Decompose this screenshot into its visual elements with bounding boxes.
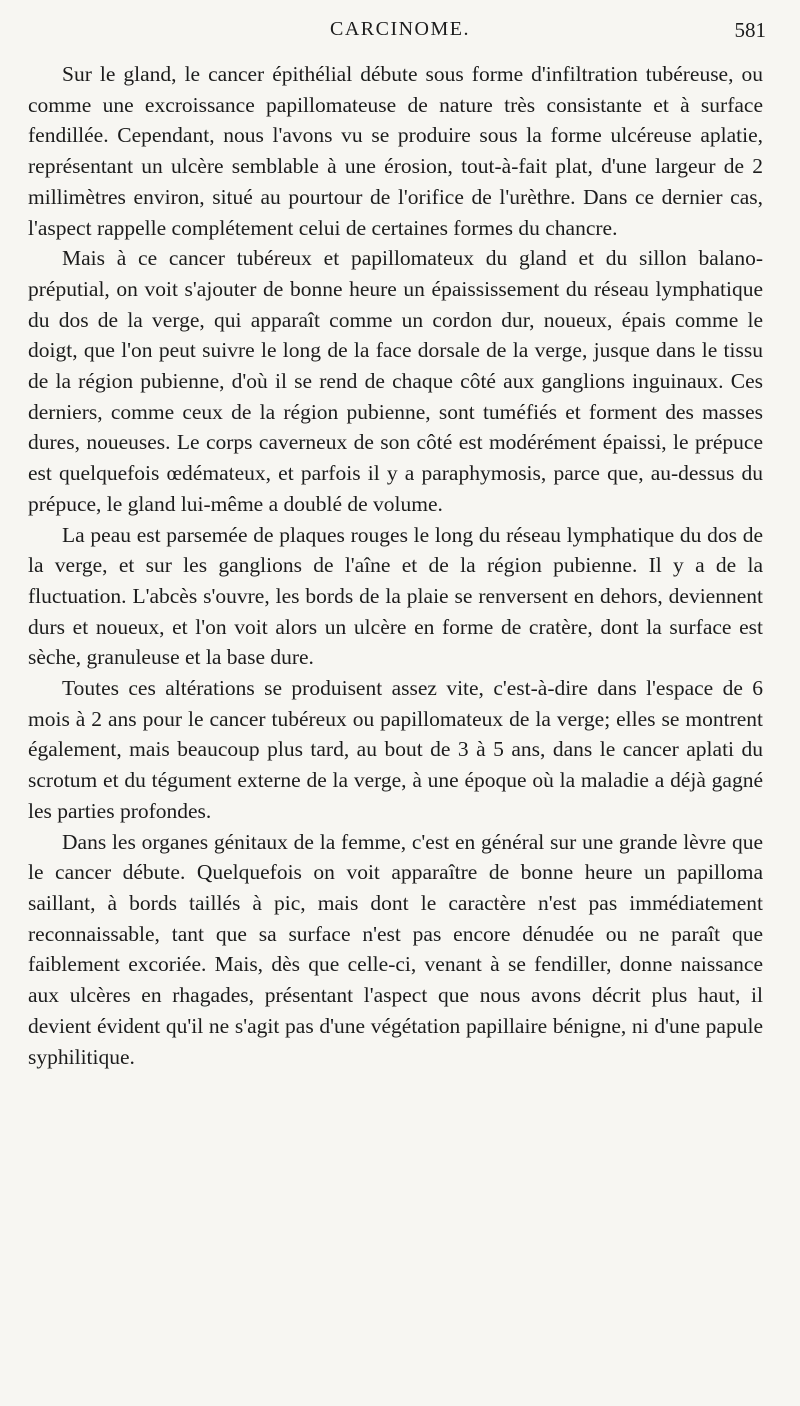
paragraph-1: Sur le gland, le cancer épithélial débute sous forme d'infiltration tubéreuse, ou comme une excroissance papillomateuse de nature très consistante et à surface fendillée. Cependant, nous l'avons vu se produire sous la forme ulcéreuse aplatie, représentant un ulcère semblable à une érosion, tout-à-fait plat, d'une largeur de 2 millimètres environ, situé au pourtour de l'orifice de l'urèthre. Dans ce dernier cas, l'aspect rappelle complétement celui de certaines formes du chancre. [28,62,763,240]
paragraph-5: Dans les organes génitaux de la femme, c'est en général sur une grande lèvre que le cancer débute. Quelquefois on voit apparaître de bonne heure un papilloma saillant, à bords taillés à pic, mais dont le caractère n'est pas immédiatement reconnaissable, tant que sa surface n'est pas encore dénudée ou ne paraît que faiblement excoriée. Mais, dès que celle-ci, venant à se fendiller, donne naissance aux ulcères en rhagades, présentant l'aspect que nous avons décrit plus haut, il devient évident qu'il ne s'agit pas d'une végétation papillaire bénigne, ni d'une papule syphilitique. [28,829,763,1069]
paragraph-4: Toutes ces altérations se produisent assez vite, c'est-à-dire dans l'espace de 6 mois à 2 ans pour le cancer tubéreux ou papillomateux de la verge; elles se montrent également, mais beaucoup plus tard, au bout de 3 à 5 ans, dans le cancer aplati du scrotum et du tégument externe de la verge, à une époque où la maladie a déjà gagné les parties profondes. [28,676,763,823]
running-title: CARCINOME. [329,18,470,40]
page-number: 581 [734,18,766,42]
running-head [30,18,770,48]
paragraph-3: La peau est parsemée de plaques rouges le long du réseau lymphatique du dos de la verge, et sur les ganglions de l'aîne et de la région pubienne. Il y a de la fluctuation. L'abcès s'ouvre, les bords de la plaie se renversent en dehors, deviennent durs et noueux, et l'on voit alors un ulcère en forme de cratère, dont la surface est sèche, granuleuse et la base dure. [28,522,763,670]
body-text [28,59,763,1072]
paragraph-2: Mais à ce cancer tubéreux et papillomateux du gland et du sillon balano-préputial, on voit s'ajouter de bonne heure un épaississement du réseau lymphatique du dos de la verge, qui apparaît comme un cordon dur, noueux, épais comme le doigt, que l'on peut suivre le long de la face dorsale de la verge, jusque dans le tissu de la région pubienne, d'où il se rend de chaque côté aux ganglions inguinaux. Ces derniers, comme ceux de la région pubienne, sont tuméfiés et forment des masses dures, noueuses. Le corps caverneux de son côté est modérément épaissi, le prépuce est quelquefois œdémateux, et parfois il y a paraphymosis, parce que, au-dessus du prépuce, le gland lui-même a doublé de volume. [28,246,763,516]
